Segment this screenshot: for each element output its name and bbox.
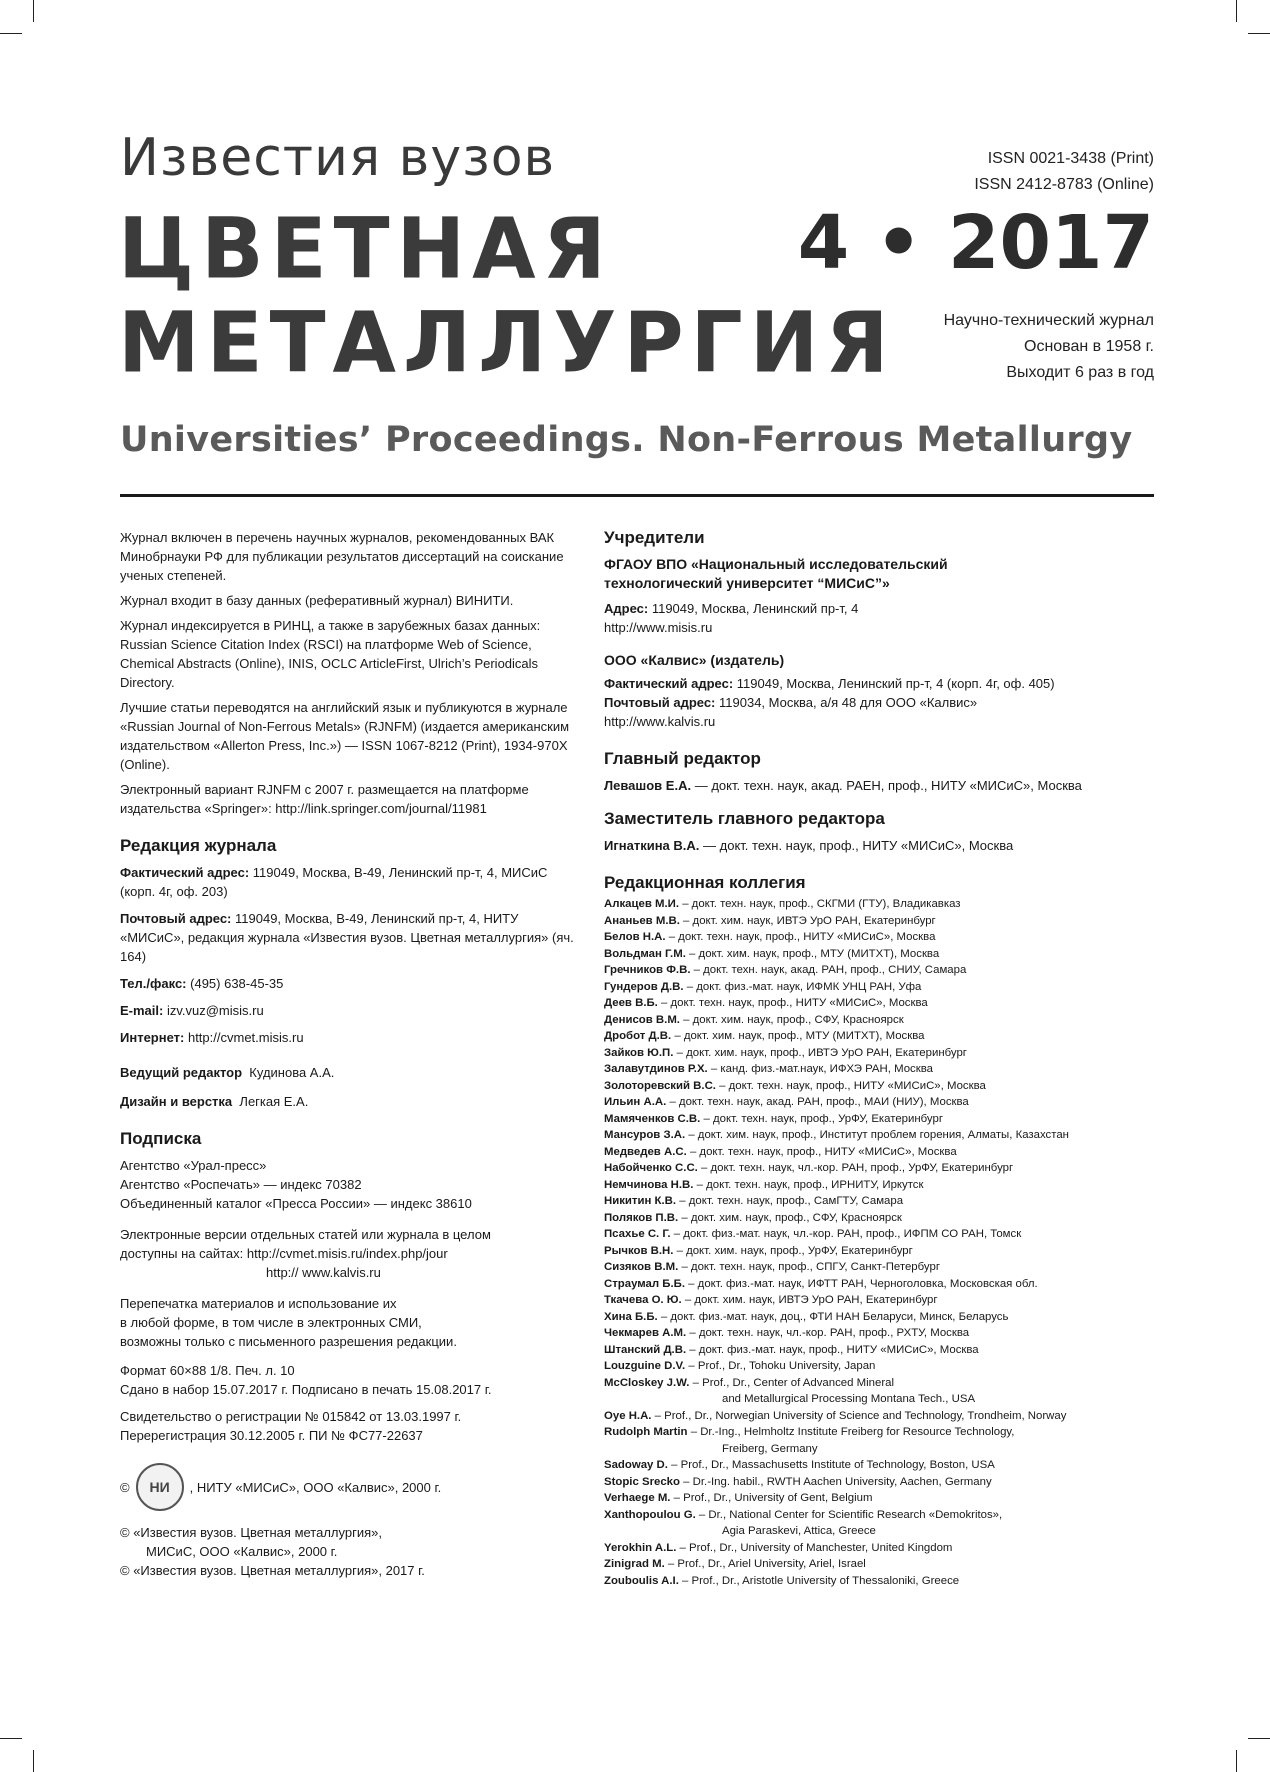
postal-address-label: Почтовый адрес: (120, 911, 232, 926)
board-member-name: Денисов В.М. (604, 1013, 680, 1026)
founder2-postal-value: 119034, Москва, а/я 48 для ООО «Калвис» (719, 695, 978, 710)
board-member-info: – докт. физ.-мат. наук, ИФТТ РАН, Черноголовка, Московская обл. (688, 1277, 1038, 1290)
board-member (604, 1573, 1164, 1590)
board-member (604, 929, 1164, 946)
electronic-line: http:// www.kalvis.ru (266, 1265, 381, 1280)
subscription-line: Объединенный каталог «Пресса России» — индекс 38610 (120, 1196, 472, 1211)
crop-mark (1236, 1750, 1237, 1772)
board-member-name: Yerokhin A.L. (604, 1541, 677, 1554)
crop-mark (0, 1738, 22, 1739)
intro-paragraph: Лучшие статьи переводятся на английский язык и публикуются в журнале «Russian Journal of Non-Ferrous Metals» (RJNFM) (издается американским издательством «Allerton Press, Inc.») — ISSN 1067-8212 (Print), 1934-970X (Online). (120, 700, 570, 772)
board-member (604, 1556, 1164, 1573)
journal-series-title: Известия вузов (120, 128, 556, 188)
board-member-info: – докт. техн. наук, чл.-кор. РАН, проф., УрФУ, Екатеринбург (701, 1162, 1014, 1174)
subscription-heading: Подписка (120, 1129, 202, 1148)
board-member-name: Залавутдинов Р.Х. (604, 1063, 708, 1075)
lead-editor-label: Ведущий редактор (120, 1065, 243, 1080)
intro-paragraph: Электронный вариант RJNFM с 2007 г. размещается на платформе издательства «Springer»: http://link.springer.com/journal/11981 (120, 782, 529, 816)
board-member (604, 1408, 1164, 1425)
deputy-editor-name: Игнаткина В.А. (604, 838, 700, 853)
journal-founded: Основан в 1958 г. (1024, 338, 1154, 355)
board-member (604, 1325, 1164, 1342)
electronic-line: Электронные версии отдельных статей или журнала в целом (120, 1227, 491, 1242)
registration-line: Свидетельство о регистрации № 015842 от 13.03.1997 г. (120, 1409, 462, 1424)
board-member (604, 1177, 1164, 1194)
editorial-heading: Редакция журнала (120, 836, 277, 855)
editorial-board-list (604, 896, 1164, 1589)
board-member-name: Xanthopoulou G. (604, 1508, 696, 1521)
subscription-list (120, 1156, 580, 1213)
deputy-editor-heading: Заместитель главного редактора (604, 809, 885, 828)
board-member-info: – докт. хим. наук, ИВТЭ УрО РАН, Екатеринбург (683, 914, 936, 927)
lead-editor (120, 1063, 580, 1082)
email-link[interactable]: izv.vuz@misis.ru (166, 1003, 264, 1018)
journal-title-line1: ЦВЕТНАЯ (118, 201, 613, 298)
lead-editor-name: Кудинова А.А. (249, 1065, 335, 1080)
issue-number: 4 • 2017 (797, 200, 1154, 286)
crop-mark (1236, 0, 1237, 22)
chief-editor (604, 776, 1164, 795)
english-title: Universities’ Proceedings. Non-Ferrous Metallurgy (120, 420, 1133, 460)
founder2-actual-value: 119049, Москва, Ленинский пр-т, 4 (корп. 4г, оф. 405) (736, 676, 1055, 691)
board-member-info-continued: Agia Paraskevi, Attica, Greece (722, 1525, 876, 1537)
board-member-name: Золоторевский В.С. (604, 1079, 716, 1092)
journal-frequency: Выходит 6 раз в год (1006, 364, 1154, 381)
board-member-name: McCloskey J.W. (604, 1376, 690, 1389)
board-member-info: – докт. техн. наук, проф., НИТУ «МИСиС», Москва (661, 997, 928, 1009)
board-member-name: Rudolph Martin (604, 1426, 688, 1438)
founder1-url[interactable]: http://www.misis.ru (604, 620, 713, 635)
board-member-info: – докт. техн. наук, проф., УрФУ, Екатеринбург (703, 1112, 943, 1125)
board-member (604, 1127, 1164, 1144)
board-member-info: – докт. физ.-мат. наук, проф., НИТУ «МИСиС», Москва (689, 1343, 979, 1356)
copyright-line: , НИТУ «МИСиС», ООО «Калвис», 2000 г. (189, 1479, 442, 1495)
subscription-line: Агентство «Роспечать» — индекс 70382 (120, 1177, 362, 1192)
board-member-info: – Prof., Dr., University of Manchester, United Kingdom (679, 1541, 953, 1554)
registration-info (120, 1407, 580, 1445)
board-member-name: Белов Н.А. (604, 931, 666, 943)
board-member-info-continued: Freiberg, Germany (722, 1442, 818, 1455)
board-member-info: – Prof., Dr., Massachusetts Institute of Technology, Boston, USA (671, 1459, 995, 1471)
left-column (120, 528, 580, 1580)
board-member-name: Ананьев М.В. (604, 914, 680, 927)
board-member-name: Поляков П.В. (604, 1211, 679, 1224)
board-member-name: Псахье С. Г. (604, 1228, 671, 1240)
journal-type: Научно-технический журнал (943, 312, 1154, 329)
board-member (604, 1540, 1164, 1557)
actual-address-label: Фактический адрес: (120, 865, 250, 880)
board-member (604, 1375, 1164, 1392)
board-member (604, 1474, 1164, 1491)
right-column (604, 528, 1164, 1589)
print-info (120, 1361, 580, 1399)
internet (120, 1028, 580, 1047)
board-member-info: – докт. хим. наук, проф., УрФУ, Екатеринбург (676, 1244, 913, 1257)
board-member-name: Никитин К.В. (604, 1195, 677, 1207)
board-member-info: – докт. техн. наук, проф., СамГТУ, Самара (679, 1195, 904, 1207)
board-member (604, 896, 1164, 913)
founder1-address-value: 119049, Москва, Ленинский пр-т, 4 (651, 601, 859, 616)
phone-value: (495) 638-45-35 (190, 976, 284, 991)
board-member-name: Немчинова Н.В. (604, 1178, 694, 1191)
copyright-line: © «Известия вузов. Цветная металлургия», 2017 г. (120, 1563, 425, 1578)
founder2-actual-label: Фактический адрес: (604, 676, 734, 691)
board-member (604, 913, 1164, 930)
chief-editor-info: — докт. техн. наук, акад. РАЕН, проф., НИТУ «МИСиС», Москва (694, 778, 1082, 793)
board-member-name: Мансуров З.А. (604, 1129, 686, 1141)
header-divider (120, 494, 1154, 497)
board-member-name: Гречников Ф.В. (604, 964, 691, 976)
board-member (604, 1210, 1164, 1227)
board-member-name: Штанский Д.В. (604, 1343, 687, 1356)
board-member-name: Рычков В.Н. (604, 1244, 674, 1257)
reregistration-line: Перерегистрация 30.12.2005 г. ПИ № ФС77-22637 (120, 1428, 423, 1443)
copyright-block (120, 1523, 580, 1580)
board-member (604, 1094, 1164, 1111)
reprint-line: в любой форме, в том числе в электронных СМИ, (120, 1315, 422, 1330)
crop-mark (1248, 1738, 1270, 1739)
board-member (604, 1012, 1164, 1029)
design-name: Легкая Е.А. (239, 1094, 309, 1109)
board-member-name: Ткачева О. Ю. (604, 1294, 682, 1306)
board-member-name: Zouboulis A.I. (604, 1574, 679, 1587)
board-member-name: Страумал Б.Б. (604, 1277, 685, 1290)
board-member (604, 1078, 1164, 1095)
board-member-info-continued: and Metallurgical Processing Montana Tech., USA (722, 1393, 976, 1405)
board-member (604, 1160, 1164, 1177)
board-member (604, 1226, 1164, 1243)
board-member-info: – докт. хим. наук, проф., МТУ (МИТХТ), Москва (689, 947, 940, 960)
electronic-line: доступны на сайтах: http://cvmet.misis.ru/index.php/jour (120, 1246, 448, 1261)
chief-editor-name: Левашов Е.А. (604, 778, 692, 793)
crop-mark (33, 0, 34, 22)
board-member-info: – докт. хим. наук, проф., СФУ, Красноярск (683, 1013, 904, 1026)
board-member-info: – докт. хим. наук, проф., СФУ, Красноярск (681, 1211, 902, 1224)
board-member (604, 979, 1164, 996)
intro-paragraph: Журнал индексируется в РИНЦ, а также в зарубежных базах данных: Russian Science Citation Index (RSCI) на платформе Web of Science, Chemical Abstracts (Online), INIS, OCLC ArticleFirst, Ulrich’s Periodicals Directory. (120, 618, 541, 690)
founder1-name: ФГАОУ ВПО «Национальный исследовательский технологический университет “МИСиС”» (604, 556, 948, 591)
board-member (604, 946, 1164, 963)
board-member-info: – докт. физ.-мат. наук, ИФМК УНЦ РАН, Уфа (686, 980, 922, 993)
intro-paragraph: Журнал включен в перечень научных журналов, рекомендованных ВАК Минобрнауки РФ для публикации результатов диссертаций на соискание ученых степеней. (120, 530, 564, 583)
board-member (604, 1457, 1164, 1474)
board-member-info: – Prof., Dr., Tohoku University, Japan (688, 1360, 876, 1372)
board-member-info: – Prof., Dr., Ariel University, Ariel, Israel (667, 1558, 866, 1570)
founder2-postal-address (604, 693, 1164, 712)
board-member-info: – докт. техн. наук, проф., СКГМИ (ГТУ), Владикавказ (682, 898, 961, 910)
dates-line: Сдано в набор 15.07.2017 г. Подписано в печать 15.08.2017 г. (120, 1382, 492, 1397)
copyright-seal-row (120, 1463, 580, 1511)
crop-mark (33, 1750, 34, 1772)
board-member (604, 1111, 1164, 1128)
board-member (604, 1193, 1164, 1210)
board-member-info: – Dr., National Center for Scientific Research «Demokritos», (698, 1508, 1003, 1521)
crop-mark (0, 33, 22, 34)
postal-address-value: 119049, Москва, В-49, Ленинский пр-т, 4, НИТУ «МИСиС», редакция журнала «Известия вузов. Цветная металлургия» (яч. 164) (120, 911, 574, 964)
board-member-info: – докт. техн. наук, проф., НИТУ «МИСиС», Москва (719, 1079, 986, 1092)
board-member-info: – Prof., Dr., University of Gent, Belgium (673, 1492, 873, 1504)
copyright-symbol: © (120, 1479, 130, 1495)
reprint-line: Перепечатка материалов и использование их (120, 1296, 397, 1311)
journal-info (944, 308, 1154, 386)
postal-address (120, 909, 580, 966)
subscription-line: Агентство «Урал-пресс» (120, 1158, 267, 1173)
deputy-editor (604, 836, 1164, 855)
board-member-info: – докт. техн. наук, акад. РАН, проф., МАИ (НИУ), Москва (669, 1096, 969, 1108)
board-heading: Редакционная коллегия (604, 873, 806, 892)
board-member-name: Oye H.A. (604, 1409, 652, 1422)
phone (120, 974, 580, 993)
board-member-info: – докт. хим. наук, ИВТЭ УрО РАН, Екатеринбург (684, 1294, 938, 1306)
board-member-name: Зайков Ю.П. (604, 1046, 674, 1059)
board-member-info: – докт. физ.-мат. наук, чл.-кор. РАН, проф., ИФПМ СО РАН, Томск (673, 1228, 1022, 1240)
board-member-info: – докт. техн. наук, проф., НИТУ «МИСиС», Москва (668, 931, 936, 943)
founder2-postal-label: Почтовый адрес: (604, 695, 716, 710)
founder2-name: ООО «Калвис» (издатель) (604, 652, 785, 668)
founder2-actual-address (604, 674, 1164, 693)
board-member-info: – докт. физ.-мат. наук, доц., ФТИ НАН Беларуси, Минск, Беларусь (660, 1310, 1009, 1323)
copyright-line: МИСиС, ООО «Калвис», 2000 г. (146, 1544, 338, 1559)
board-member-info: – докт. техн. наук, проф., СПГУ, Санкт-Петербург (681, 1261, 940, 1273)
board-member-name: Чекмарев А.М. (604, 1327, 687, 1339)
board-member-info: – Prof., Dr., Norwegian University of Science and Technology, Trondheim, Norway (654, 1409, 1067, 1422)
deputy-editor-info: — докт. техн. наук, проф., НИТУ «МИСиС», Москва (703, 838, 1014, 853)
board-member-info: – Prof., Dr., Center of Advanced Mineral (692, 1376, 894, 1389)
board-member-name: Хина Б.Б. (604, 1310, 658, 1323)
board-member (604, 1028, 1164, 1045)
board-member (604, 1507, 1164, 1524)
issn-print: ISSN 0021-3438 (Print) (987, 150, 1154, 167)
founder2-url[interactable]: http://www.kalvis.ru (604, 714, 716, 729)
board-member (604, 1045, 1164, 1062)
board-member (604, 1292, 1164, 1309)
board-member (604, 1061, 1164, 1078)
board-member (604, 1276, 1164, 1293)
board-member (604, 1490, 1164, 1507)
board-member (604, 1342, 1164, 1359)
founder1-address-label: Адрес: (604, 601, 649, 616)
intro-paragraph: Журнал входит в базу данных (реферативный журнал) ВИНИТИ. (120, 593, 514, 608)
email-label: E-mail: (120, 1003, 164, 1018)
reprint-notice (120, 1294, 580, 1351)
board-member-name: Дробот Д.В. (604, 1030, 672, 1042)
board-member-info: – канд. физ.-мат.наук, ИФХЭ РАН, Москва (710, 1063, 933, 1075)
chief-editor-heading: Главный редактор (604, 749, 761, 768)
copyright-line: © «Известия вузов. Цветная металлургия», (120, 1525, 382, 1540)
issn-online: ISSN 2412-8783 (Online) (974, 176, 1154, 193)
board-member (604, 1424, 1164, 1441)
reprint-line: возможны только с письменного разрешения редакции. (120, 1334, 457, 1349)
board-member-name: Вольдман Г.М. (604, 947, 686, 960)
internet-link[interactable]: http://cvmet.misis.ru (187, 1030, 304, 1045)
board-member-info: – Dr.-Ing., Helmholtz Institute Freiberg for Resource Technology, (690, 1426, 1015, 1438)
board-member (604, 1309, 1164, 1326)
board-member-name: Набойченко С.С. (604, 1162, 698, 1174)
board-member (604, 1358, 1164, 1375)
board-member-name: Гундеров Д.В. (604, 980, 684, 993)
board-member-name: Деев В.Б. (604, 997, 658, 1009)
board-member-info: – Prof., Dr., Aristotle University of Thessaloniki, Greece (682, 1574, 960, 1587)
board-member-name: Verhaege M. (604, 1492, 671, 1504)
board-member (604, 1144, 1164, 1161)
board-member-info: – докт. хим. наук, проф., Институт проблем горения, Алматы, Казахстан (688, 1129, 1069, 1141)
board-member-info: – докт. техн. наук, акад. РАН, проф., СНИУ, Самара (693, 964, 967, 976)
board-member-name: Ильин А.А. (604, 1096, 667, 1108)
design-label: Дизайн и верстка (120, 1094, 233, 1109)
actual-address-value: 119049, Москва, В-49, Ленинский пр-т, 4, МИСиС (корп. 4г, оф. 203) (120, 865, 548, 899)
electronic-versions (120, 1225, 580, 1282)
board-member (604, 1243, 1164, 1260)
board-member-name: Stopic Srecko (604, 1475, 680, 1488)
founder1-address (604, 599, 1164, 618)
board-member-name: Мамяченков С.В. (604, 1112, 701, 1125)
internet-label: Интернет: (120, 1030, 185, 1045)
board-member-name: Zinigrad M. (604, 1558, 665, 1570)
phone-label: Тел./факс: (120, 976, 187, 991)
board-member-name: Louzguine D.V. (604, 1360, 686, 1372)
board-member-info: – докт. техн. наук, проф., ИРНИТУ, Иркутск (696, 1178, 924, 1191)
journal-title-line2: МЕТАЛЛУРГИЯ (118, 295, 896, 392)
board-member-name: Сизяков В.М. (604, 1261, 679, 1273)
email (120, 1001, 580, 1020)
board-member (604, 962, 1164, 979)
board-member (604, 1259, 1164, 1276)
board-member-name: Алкацев М.И. (604, 898, 680, 910)
actual-address (120, 863, 580, 901)
crop-mark (1248, 33, 1270, 34)
board-member-info: – докт. хим. наук, проф., ИВТЭ УрО РАН, Екатеринбург (676, 1046, 967, 1059)
format-fraction: 1/8 (209, 1363, 228, 1378)
founders-heading: Учредители (604, 528, 705, 547)
board-member (604, 995, 1164, 1012)
board-member-info: – докт. техн. наук, проф., НИТУ «МИСиС», Москва (689, 1145, 957, 1158)
board-member-name: Медведев А.С. (604, 1145, 687, 1158)
issn-block (974, 146, 1154, 198)
format-line: Формат 60×88 1/8. Печ. л. 10 (120, 1363, 295, 1378)
university-seal-icon: НИ (136, 1463, 184, 1511)
board-member-name: Sadoway D. (604, 1459, 668, 1471)
board-member-info: – докт. хим. наук, проф., МТУ (МИТХТ), Москва (674, 1030, 925, 1042)
board-member-info: – Dr.-Ing. habil., RWTH Aachen University, Aachen, Germany (683, 1475, 992, 1488)
design (120, 1092, 580, 1111)
board-member-info: – докт. техн. наук, чл.-кор. РАН, проф., РХТУ, Москва (689, 1327, 970, 1339)
